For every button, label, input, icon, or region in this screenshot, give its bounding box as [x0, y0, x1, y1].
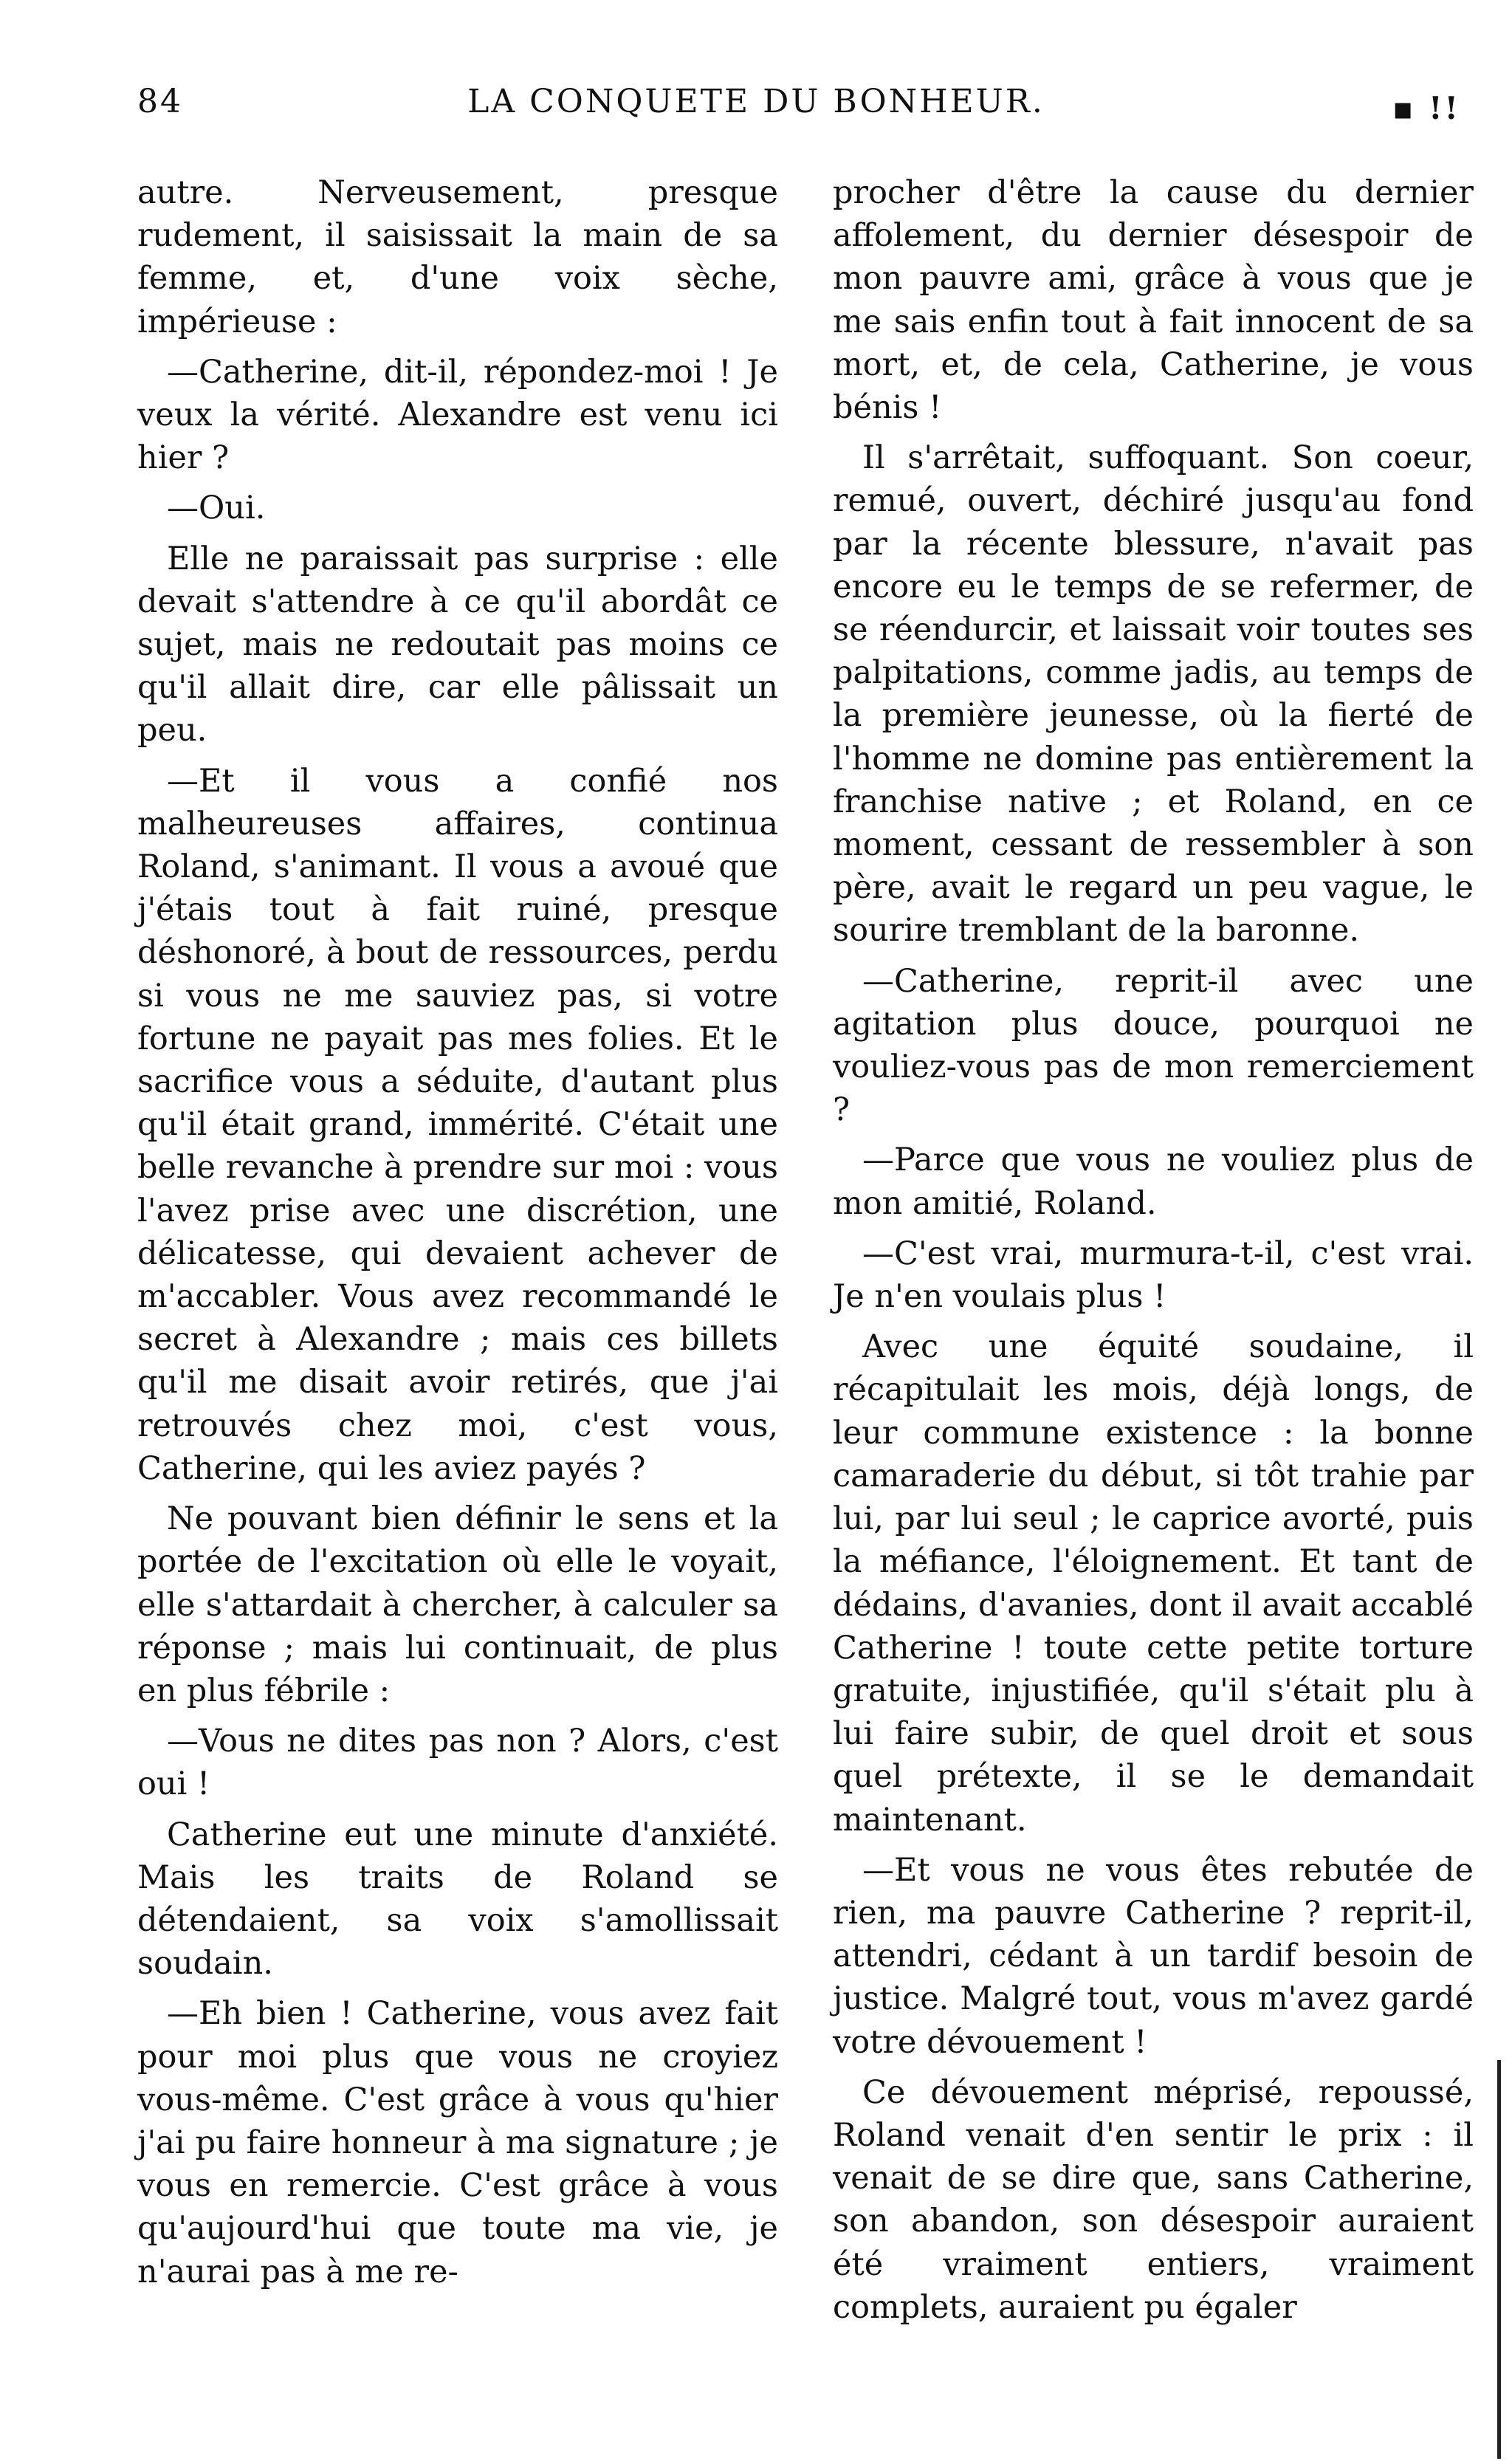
page-number: 84	[137, 83, 183, 120]
paragraph: —Parce que vous ne vouliez plus de mon amitié, Roland.	[833, 1142, 1474, 1222]
left-column	[137, 171, 778, 2301]
paragraph: —C'est vrai, murmura-t-il, c'est vrai. Je n'en voulais plus !	[833, 1235, 1474, 1316]
corner-mark: ▪ !!	[1392, 90, 1460, 126]
running-title: LA CONQUETE DU BONHEUR.	[467, 83, 1045, 120]
paragraph: Ne pouvant bien définir le sens et la portée de l'excitation où elle le voyait, elle s'attardait à chercher, à calculer sa réponse ; mais lui continuait, de plus en plus fébrile :	[137, 1500, 778, 1709]
paragraph: Ce dévouement méprisé, repoussé, Roland venait d'en sentir le prix : il venait de se dire que, sans Catherine, son abandon, son désespoir auraient été vraiment entiers, vraiment complets, auraient pu égaler	[833, 2073, 1474, 2326]
page-header	[0, 83, 1512, 127]
paragraph: —Eh bien ! Catherine, vous avez fait pour moi plus que vous ne croyiez vous-même. C'est grâce à vous qu'hier j'ai pu faire honneur à ma signature ; je vous en remercie. C'est grâce à vous qu'aujourd'hui que toute ma vie, je n'aurai pas à me re-	[137, 1995, 778, 2290]
paragraph: autre. Nerveusement, presque rudement, il saisissait la main de sa femme, et, d'une voix sèche, impérieuse :	[137, 174, 778, 340]
paragraph: —Vous ne dites pas non ? Alors, c'est oui !	[137, 1723, 778, 1803]
margin-rule	[1497, 2060, 1501, 2459]
paragraph: Catherine eut une minute d'anxiété. Mais les traits de Roland se détendaient, sa voix s'amollissait soudain.	[137, 1816, 778, 1983]
paragraph: —Catherine, reprit-il avec une agitation plus douce, pourquoi ne vouliez-vous pas de mon remerciement ?	[833, 962, 1474, 1129]
paragraph: —Catherine, dit-il, répondez-moi ! Je veux la vérité. Alexandre est venu ici hier ?	[137, 353, 778, 477]
paragraph: procher d'être la cause du dernier affolement, du dernier désespoir de mon pauvre ami, grâce à vous que je me sais enfin tout à fait innocent de sa mort, et, de cela, Catherine, je vous bénis !	[833, 174, 1474, 427]
paragraph: Avec une équité soudaine, il récapitulait les mois, déjà longs, de leur commune existence : la bonne camaraderie du début, si tôt trahie par lui, par lui seul ; le caprice avorté, puis la méfiance, l'éloignement. Et tant de dédains, d'avanies, dont il avait accablé Catherine ! toute cette petite torture gratuite, injustifiée, qu'il s'était plu à lui faire subir, de quel droit et sous quel prétexte, il se le demandait maintenant.	[833, 1328, 1474, 1839]
right-column	[833, 171, 1474, 2336]
paragraph: —Et il vous a confié nos malheureuses affaires, continua Roland, s'animant. Il vous a avoué que j'étais tout à fait ruiné, presque déshonoré, à bout de ressources, perdu si vous ne me sauviez pas, si votre fortune ne payait pas mes folies. Et le sacrifice vous a séduite, d'autant plus qu'il était grand, immérité. C'était une belle revanche à prendre sur moi : vous l'avez prise avec une discrétion, une délicatesse, qui devaient achever de m'accabler. Vous avez recommandé le secret à Alexandre ; mais ces billets qu'il me disait avoir retirés, que j'ai retrouvés chez moi, c'est vous, Catherine, qui les aviez payés ?	[137, 762, 778, 1487]
paragraph: —Et vous ne vous êtes rebutée de rien, ma pauvre Catherine ? reprit-il, attendri, cédant à un tardif besoin de justice. Malgré tout, vous m'avez gardé votre dévouement !	[833, 1851, 1474, 2061]
paragraph: Il s'arrêtait, suffoquant. Son coeur, remué, ouvert, déchiré jusqu'au fond par la récente blessure, n'avait pas encore eu le temps de se refermer, de se réendurcir, et laissait voir toutes ses palpitations, comme jadis, au temps de la première jeunesse, où la fierté de l'homme ne domine pas entièrement la franchise native ; et Roland, en ce moment, cessant de ressembler à son père, avait le regard un peu vague, le sourire tremblant de la baronne.	[833, 439, 1474, 950]
paragraph: —Oui.	[167, 490, 266, 527]
paragraph: Elle ne paraissait pas surprise : elle devait s'attendre à ce qu'il abordât ce sujet, mais ne redoutait pas moins ce qu'il allait dire, car elle pâlissait un peu.	[137, 540, 778, 749]
